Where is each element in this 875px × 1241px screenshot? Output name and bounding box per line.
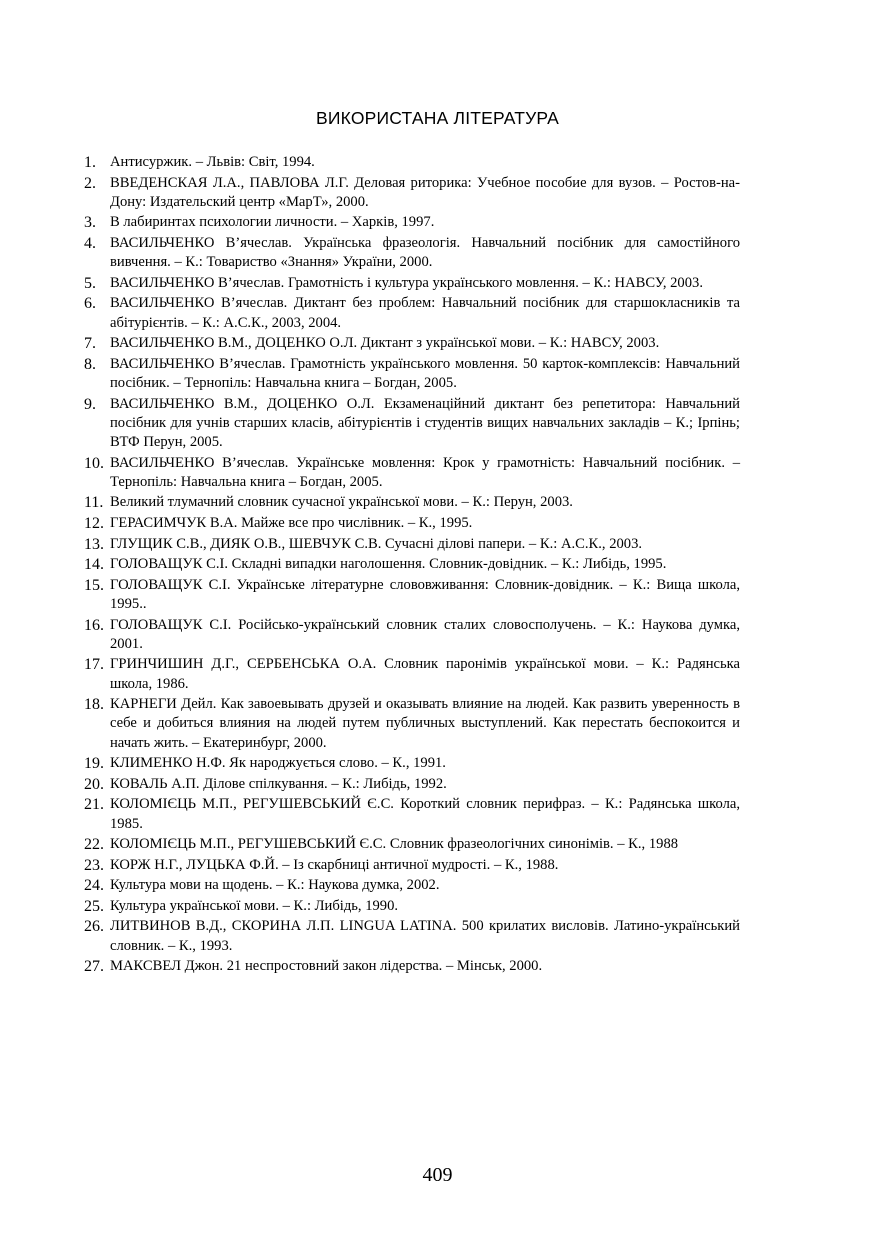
reference-number: 21.: [84, 796, 104, 814]
reference-item: [84, 153, 740, 172]
reference-number: 8.: [84, 355, 96, 373]
reference-item: [84, 535, 740, 554]
reference-text: КАРНЕГИ Дейл. Как завоевывать друзей и оказывать влияние на людей. Как развить уверенность в себе и добиться влияния на людей путем публичных выступлений. Как перестать беспокоится и начать жить. – Екатеринбург, 2000.: [110, 696, 740, 751]
reference-number: 26.: [84, 918, 104, 936]
reference-text: ГОЛОВАЩУК С.І. Російсько-український словник сталих словосполучень. – К.: Наукова думка, 2001.: [110, 616, 740, 652]
reference-number: 23.: [84, 856, 104, 874]
reference-text: ЛИТВИНОВ В.Д., СКОРИНА Л.П. LINGUA LATINA. 500 крилатих висловів. Латино-український словник. – К., 1993.: [110, 918, 740, 954]
reference-number: 6.: [84, 295, 96, 313]
reference-item: [84, 655, 740, 693]
reference-number: 7.: [84, 335, 96, 353]
page-number: 409: [422, 1164, 453, 1186]
reference-text: МАКСВЕЛ Джон. 21 неспростовний закон лідерства. – Мінськ, 2000.: [110, 958, 543, 975]
reference-number: 22.: [84, 836, 104, 854]
reference-text: ГРИНЧИШИН Д.Г., СЕРБЕНСЬКА О.А. Словник паронімів української мови. – К.: Радянська школа, 1986.: [110, 656, 740, 692]
reference-number: 18.: [84, 696, 104, 714]
reference-number: 13.: [84, 535, 104, 553]
reference-number: 14.: [84, 556, 104, 574]
reference-number: 17.: [84, 656, 104, 674]
reference-item: [84, 754, 740, 773]
reference-item: [84, 957, 740, 976]
reference-item: [84, 174, 740, 212]
reference-text: ГЕРАСИМЧУК В.А. Майже все про числівник. – К., 1995.: [110, 514, 473, 531]
reference-number: 12.: [84, 514, 104, 532]
reference-item: [84, 876, 740, 895]
reference-item: [84, 695, 740, 753]
reference-text: КОЛОМІЄЦЬ М.П., РЕГУШЕВСЬКИЙ Є.С. Словник фразеологічних синонімів. – К., 1988: [110, 836, 679, 853]
reference-number: 19.: [84, 755, 104, 773]
reference-item: [84, 334, 740, 353]
reference-item: [84, 294, 740, 332]
reference-text: ВАСИЛЬЧЕНКО В’ячеслав. Грамотність і культура українського мовлення. – К.: НАВСУ, 2003.: [110, 274, 703, 291]
reference-item: [84, 454, 740, 492]
reference-number: 24.: [84, 877, 104, 895]
reference-text: Антисуржик. – Львів: Світ, 1994.: [110, 154, 315, 170]
reference-text: КОВАЛЬ А.П. Ділове спілкування. – К.: Либідь, 1992.: [110, 775, 447, 792]
reference-text: ВАСИЛЬЧЕНКО В’ячеслав. Українська фразеологія. Навчальний посібник для самостійного вивчення. – К.: Товариство «Знання» України, 2000.: [110, 234, 740, 271]
reference-text: ВАСИЛЬЧЕНКО В.М., ДОЦЕНКО О.Л. Диктант з української мови. – К.: НАВСУ, 2003.: [110, 335, 660, 352]
reference-text: КЛИМЕНКО Н.Ф. Як народжується слово. – К., 1991.: [110, 755, 446, 772]
reference-number: 3.: [84, 214, 96, 232]
reference-text: Великий тлумачний словник сучасної української мови. – К.: Перун, 2003.: [110, 494, 573, 511]
reference-item: [84, 616, 740, 654]
reference-number: 5.: [84, 274, 96, 292]
reference-item: [84, 856, 740, 875]
reference-number: 2.: [84, 174, 96, 192]
reference-item: [84, 395, 740, 453]
reference-item: [84, 355, 740, 393]
reference-number: 16.: [84, 616, 104, 634]
reference-text: ВАСИЛЬЧЕНКО В.М., ДОЦЕНКО О.Л. Екзаменаційний диктант без репетитора: Навчальний посібник для учнів старших класів, абітурієнтів і студентів вищих навчальних закладів – К.; Ірпінь; ВТФ Перун, 2005.: [110, 395, 740, 450]
reference-item: [84, 917, 740, 955]
reference-item: [84, 795, 740, 833]
reference-number: 11.: [84, 494, 104, 512]
reference-item: [84, 274, 740, 293]
reference-item: [84, 897, 740, 916]
reference-number: 25.: [84, 897, 104, 915]
reference-text: КОРЖ Н.Г., ЛУЦЬКА Ф.Й. – Із скарбниці античної мудрості. – К., 1988.: [110, 856, 559, 873]
reference-item: [84, 213, 740, 232]
reference-text: КОЛОМІЄЦЬ М.П., РЕГУШЕВСЬКИЙ Є.С. Короткий словник перифраз. – К.: Радянська школа, 1985.: [110, 796, 740, 832]
reference-item: [84, 493, 740, 512]
reference-item: [84, 576, 740, 614]
reference-number: 27.: [84, 958, 104, 976]
page-title: ВИКОРИСТАНА ЛІТЕРАТУРА: [315, 108, 560, 128]
reference-number: 4.: [84, 234, 96, 252]
reference-text: Культура української мови. – К.: Либідь, 1990.: [110, 897, 399, 914]
reference-text: ВВЕДЕНСКАЯ Л.А., ПАВЛОВА Л.Г. Деловая риторика: Учебное пособие для вузов. – Ростов-на-Дону: Издательский центр «МарТ», 2000.: [110, 174, 740, 210]
reference-item: [84, 775, 740, 794]
reference-number: 1.: [84, 154, 96, 171]
reference-number: 20.: [84, 775, 104, 793]
reference-item: [84, 234, 740, 272]
reference-number: 9.: [84, 395, 96, 413]
reference-text: Культура мови на щодень. – К.: Наукова думка, 2002.: [110, 877, 440, 894]
reference-item: [84, 835, 740, 854]
reference-text: ГОЛОВАЩУК С.І. Українське літературне слововживання: Словник-довідник. – К.: Вища школа, 1995..: [110, 576, 740, 612]
reference-list: [84, 153, 740, 978]
reference-text: ВАСИЛЬЧЕНКО В’ячеслав. Диктант без проблем: Навчальний посібник для старшокласників та абітурієнтів. – К.: А.С.К., 2003, 2004.: [110, 295, 740, 331]
reference-item: [84, 514, 740, 533]
reference-text: ГЛУЩИК С.В., ДИЯК О.В., ШЕВЧУК С.В. Сучасні ділові папери. – К.: А.С.К., 2003.: [110, 535, 643, 552]
reference-item: [84, 555, 740, 574]
reference-number: 10.: [84, 454, 104, 472]
reference-text: ВАСИЛЬЧЕНКО В’ячеслав. Грамотність українського мовлення. 50 карток-комплексів: Навчальний посібник. – Тернопіль: Навчальна книга – Богдан, 2005.: [110, 355, 740, 391]
reference-number: 15.: [84, 576, 104, 594]
reference-text: ВАСИЛЬЧЕНКО В’ячеслав. Українське мовлення: Крок у грамотність: Навчальний посібник. – Тернопіль: Навчальна книга – Богдан, 2005.: [110, 454, 740, 490]
reference-text: В лабиринтах психологии личности. – Харків, 1997.: [110, 214, 435, 231]
reference-text: ГОЛОВАЩУК С.І. Складні випадки наголошення. Словник-довідник. – К.: Либідь, 1995.: [110, 556, 667, 573]
